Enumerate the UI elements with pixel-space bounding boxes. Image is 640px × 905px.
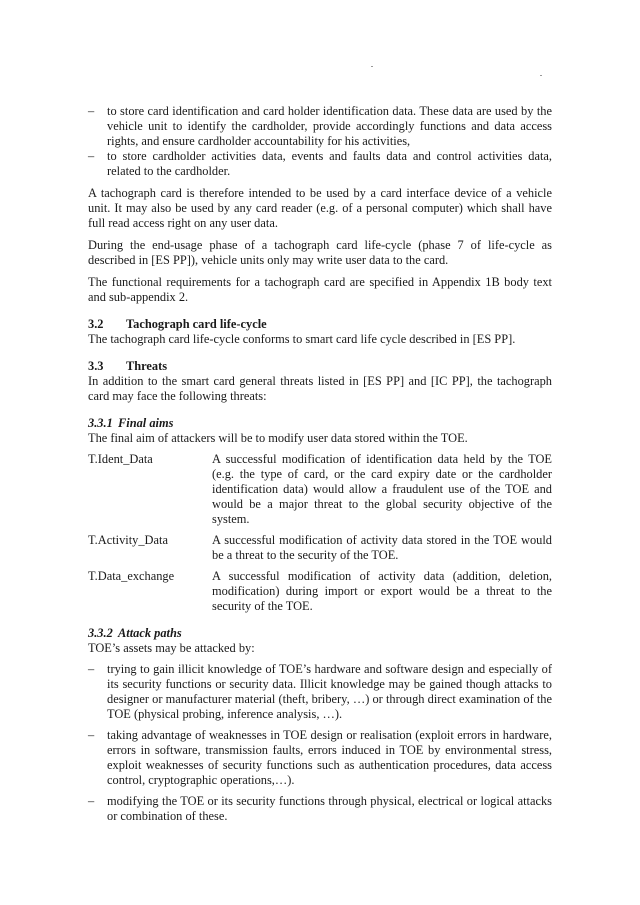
list-item: [88, 104, 552, 149]
list-item-text: to store cardholder activities data, events and faults data and control activities data, related to the cardholder.: [107, 149, 552, 178]
section-heading-3-3: [88, 359, 552, 374]
paragraph: The functional requirements for a tachograph card are specified in Appendix 1B body text and sub-appendix 2.: [88, 275, 552, 304]
list-item: [88, 728, 552, 788]
paragraph: A tachograph card is therefore intended to be used by a card interface device of a vehicle unit. It may also be used by any card reader (e.g. of a personal computer) which shall have full read access right on any user data.: [88, 186, 552, 230]
paragraph: TOE’s assets may be attacked by:: [88, 641, 255, 655]
threat-description: A successful modification of identification data held by the TOE (e.g. the type of card, or the card expiry date or the cardholder identification data) would allow a fraudulent use of the TOE and would be a major threat to the global security objective of the system.: [212, 452, 552, 526]
scan-speck: [540, 75, 542, 76]
section-heading-3-3-2: [88, 626, 552, 641]
section-heading-3-2: [88, 317, 552, 332]
list-item-text: taking advantage of weaknesses in TOE design or realisation (exploit errors in hardware, errors in software, transmission faults, errors induced in TOE by environmental stress, exploit weaknesses of security functions such as authentication procedures, data access control, cryptographic operations,…).: [107, 728, 552, 787]
dash-bullet: –: [88, 794, 95, 808]
list-item-text: trying to gain illicit knowledge of TOE’s hardware and software design and especially of its security functions or security data. Illicit knowledge may be gained though attacks to designer or manufacturer material (theft, bribery, …) or through direct examination of the TOE (physical probing, inference analysis, …).: [107, 662, 552, 721]
threat-row: [88, 452, 552, 527]
section-number: 3.2: [88, 317, 104, 331]
dash-bullet: –: [88, 728, 95, 742]
threat-row: [88, 569, 552, 614]
scan-speck: [371, 66, 373, 67]
paragraph: The final aim of attackers will be to modify user data stored within the TOE.: [88, 431, 468, 445]
paragraph: In addition to the smart card general threats listed in [ES PP] and [IC PP], the tachograph card may face the following threats:: [88, 374, 552, 403]
section-number: 3.3: [88, 359, 104, 373]
list-item: [88, 662, 552, 722]
section-title: Threats: [126, 359, 168, 373]
threat-name: T.Data_exchange: [88, 569, 175, 583]
dash-bullet: –: [88, 149, 95, 163]
threat-description: A successful modification of activity data stored in the TOE would be a threat to the security of the TOE.: [212, 533, 552, 562]
dash-bullet: –: [88, 104, 95, 118]
section-title: Attack paths: [118, 626, 182, 640]
section-number: 3.3.1: [88, 416, 113, 430]
paragraph: The tachograph card life-cycle conforms to smart card life cycle described in [ES PP].: [88, 332, 516, 346]
list-item: [88, 149, 552, 179]
section-title: Final aims: [118, 416, 174, 430]
threat-row: [88, 533, 552, 563]
list-item-text: modifying the TOE or its security functions through physical, electrical or logical attacks or combination of these.: [107, 794, 552, 823]
document-page: [88, 104, 552, 824]
list-item-text: to store card identification and card holder identification data. These data are used by the vehicle unit to identify the cardholder, provide accordingly functions and data access rights, and ensure cardholder accountability for his activities,: [107, 104, 552, 148]
threat-name: T.Activity_Data: [88, 533, 168, 547]
list-item: [88, 794, 552, 824]
section-heading-3-3-1: [88, 416, 552, 431]
section-number: 3.3.2: [88, 626, 113, 640]
threat-description: A successful modification of activity data (addition, deletion, modification) during import or export would be a threat to the security of the TOE.: [212, 569, 552, 613]
dash-bullet: –: [88, 662, 95, 676]
threat-name: T.Ident_Data: [88, 452, 153, 466]
paragraph: During the end-usage phase of a tachograph card life-cycle (phase 7 of life-cycle as described in [ES PP]), vehicle units only may write user data to the card.: [88, 238, 552, 267]
section-title: Tachograph card life-cycle: [126, 317, 267, 331]
